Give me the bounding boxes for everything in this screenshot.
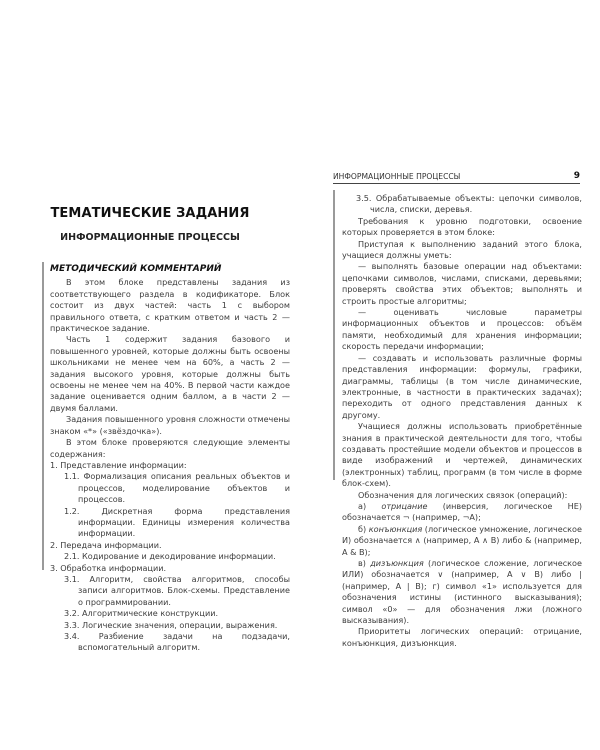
paragraph: Приоритеты логических операций: отрицание, конъюнкция, дизъюнкция. [342, 626, 582, 648]
list-item: 3.4. Разбиение задачи на подзадачи, вспомогательный алгоритм. [64, 631, 290, 653]
running-header-title: ИНФОРМАЦИОННЫЕ ПРОЦЕССЫ [333, 172, 461, 181]
paragraph: — выполнять базовые операции над объектами: цепочками символов, числами, списками, деревьями; проверять свойства этих объектов; выполнять и строить простые алгоритмы; [342, 261, 582, 306]
paragraph: Учащиеся должны использовать приобретённые знания в практической деятельности для того, чтобы создавать простейшие модели объектов и процессов в виде изображений и чертежей, динамических (электронных) таблиц, программ (в том числе в форме блок-схем). [342, 421, 582, 489]
paragraph: Требования к уровню подготовки, освоение которых проверяется в этом блоке: [342, 215, 582, 238]
term: отрицание [381, 500, 428, 511]
paragraph: — оценивать числовые параметры информационных объектов и процессов: объём памяти, необходимый для хранения информации; скорость передачи информации; [342, 307, 582, 352]
item-prefix: а) [358, 500, 382, 511]
paragraph: Часть 1 содержит задания базового и повышенного уровней, которые должны быть освоены школьниками не менее чем на 60%, а часть 2 — задания высокого уровня, которые должны быть освоены не менее чем на 40%. В первой части каждое задание оценивается одним баллом, а в части 2 — двумя баллами. [50, 334, 290, 413]
logic-op-disjunction [342, 558, 582, 626]
page-number: 9 [573, 171, 580, 181]
list-item: 3.5. Обрабатываемые объекты: цепочки символов, числа, списки, деревья. [356, 193, 582, 215]
list-item: 2.1. Кодирование и декодирование информации. [64, 551, 276, 562]
content-elements-list [50, 460, 290, 654]
term: дизъюнкция [370, 558, 424, 568]
paragraph: — создавать и использовать различные формы представления информации: формулы, графики, диаграммы, таблицы (в том числе динамические, электронные, в частности в практических задачах); переходить от одного представления данных к другому. [342, 352, 582, 420]
item-text: (логическое умножение, логическое И) обозначается ∧ (например, A ∧ B) либо & (например, A & B); [342, 523, 582, 557]
requirements-text [342, 193, 582, 649]
item-prefix: в) [358, 558, 371, 568]
page-title: ТЕМАТИЧЕСКИЕ ЗАДАНИЯ [50, 206, 250, 221]
list-item: 3.2. Алгоритмические конструкции. [64, 608, 219, 619]
list-item: 3.3. Логические значения, операции, выражения. [64, 619, 278, 630]
item-text: (логическое сложение, логическое ИЛИ) обозначается ∨ (например, A ∨ B) либо | (например, A | B); г) символ «1» используется для обозначения истины (истинного высказывания); символ «0» — для обозначения лжи (ложного высказывания). [342, 558, 582, 626]
list-item: 2. Передача информации. [50, 539, 162, 550]
section-heading: МЕТОДИЧЕСКИЙ КОММЕНТАРИЙ [50, 264, 222, 274]
paragraph: Приступая к выполнению заданий этого блока, учащиеся должны уметь: [342, 238, 582, 261]
list-item: 1.1. Формализация описания реальных объектов и процессов, моделирование объектов и процессов. [64, 471, 290, 505]
paragraph: В этом блоке представлены задания из соответствующего раздела в кодификаторе. Блок состоит из двух частей: часть 1 с выбором правильного ответа, с кратким ответом и часть 2 — практическое задание. [50, 277, 290, 334]
methodical-comment [50, 264, 290, 654]
logic-op-conjunction [342, 524, 582, 558]
paragraph: Обозначения для логических связок (операций): [358, 489, 568, 500]
running-header [333, 172, 580, 184]
comment-sidebar-bar [333, 190, 335, 480]
paragraph: Задания повышенного уровня сложности отмечены знаком «*» («звёздочка»). [50, 414, 290, 436]
term: конъюнкция [368, 523, 423, 534]
item-text: (инверсия, логическое НЕ) обозначается ¬ (например, ¬A); [342, 500, 582, 523]
item-prefix: б) [358, 523, 369, 534]
list-item: 3.1. Алгоритм, свойства алгоритмов, способы записи алгоритмов. Блок-схемы. Представление о программировании. [64, 573, 290, 607]
logic-op-negation [342, 501, 582, 524]
page-subtitle: ИНФОРМАЦИОННЫЕ ПРОЦЕССЫ [60, 232, 240, 243]
list-item: 1.2. Дискретная форма представления информации. Единицы измерения количества информации. [64, 505, 290, 539]
list-item: 1. Представление информации: [50, 459, 187, 470]
list-item: 3. Обработка информации. [50, 562, 167, 573]
paragraph: В этом блоке проверяются следующие элементы содержания: [50, 437, 290, 459]
